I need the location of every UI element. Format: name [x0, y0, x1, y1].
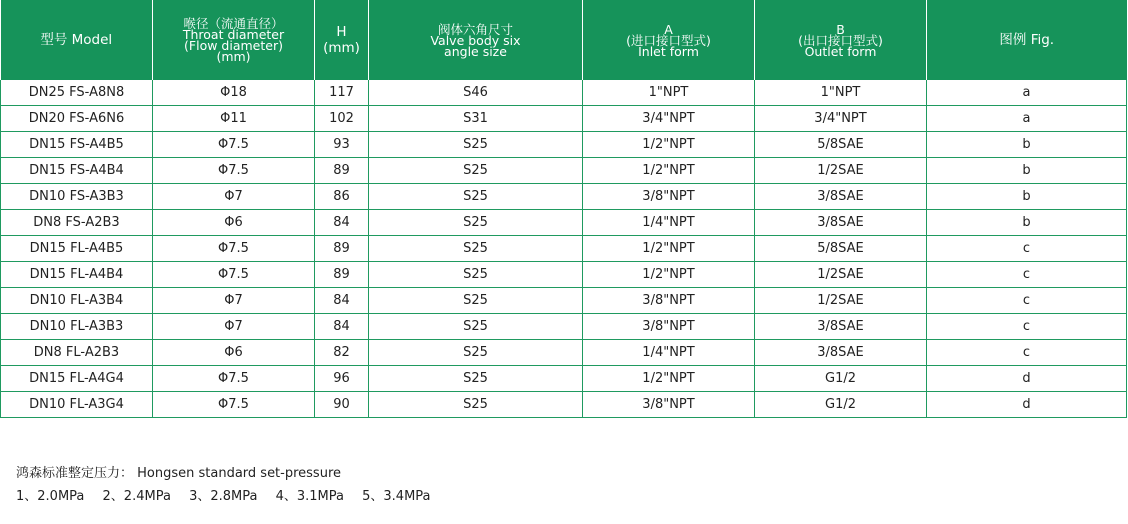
cell-model: DN10 FL-A3G4: [1, 392, 153, 418]
cell-model: DN10 FL-A3B4: [1, 288, 153, 314]
cell-b: 3/8SAE: [755, 314, 927, 340]
cell-a: 1/2"NPT: [583, 132, 755, 158]
header-label: A: [664, 21, 673, 37]
cell-a: 1/2"NPT: [583, 236, 755, 262]
header-label: (进口接口型式): [626, 32, 711, 48]
table-body: [1, 80, 1127, 418]
cell-throat: Φ7.5: [153, 262, 315, 288]
cell-a: 1/2"NPT: [583, 262, 755, 288]
cell-fig: d: [927, 366, 1127, 392]
cell-throat: Φ7: [153, 184, 315, 210]
cell-a: 1/2"NPT: [583, 366, 755, 392]
cell-model: DN8 FL-A2B3: [1, 340, 153, 366]
header-label: 型号 Model: [40, 32, 113, 48]
cell-fig: a: [927, 106, 1127, 132]
cell-fig: d: [927, 392, 1127, 418]
cell-hex: S25: [369, 262, 583, 288]
table-row: [1, 158, 1127, 184]
cell-throat: Φ7: [153, 288, 315, 314]
table-row: [1, 236, 1127, 262]
header-label: H: [336, 24, 347, 40]
cell-b: 3/8SAE: [755, 184, 927, 210]
cell-b: 5/8SAE: [755, 132, 927, 158]
header-label: (Flow diameter): [184, 38, 283, 53]
cell-hex: S25: [369, 210, 583, 236]
cell-model: DN10 FS-A3B3: [1, 184, 153, 210]
cell-a: 1/4"NPT: [583, 210, 755, 236]
header-label: (出口接口型式): [798, 32, 883, 48]
cell-b: 1/2SAE: [755, 288, 927, 314]
header-cell-a: [583, 0, 755, 80]
cell-b: G1/2: [755, 392, 927, 418]
cell-fig: c: [927, 236, 1127, 262]
cell-a: 3/8"NPT: [583, 314, 755, 340]
table-row: [1, 340, 1127, 366]
cell-h: 93: [315, 132, 369, 158]
cell-h: 84: [315, 314, 369, 340]
header-label: angle size: [444, 43, 507, 59]
cell-hex: S25: [369, 314, 583, 340]
header-label: (mm): [323, 40, 360, 56]
header-cell-model: [1, 0, 153, 80]
cell-model: DN15 FL-A4B5: [1, 236, 153, 262]
notes-title: 鸿森标准整定压力： Hongsen standard set-pressure: [16, 466, 342, 481]
cell-h: 86: [315, 184, 369, 210]
cell-hex: S25: [369, 132, 583, 158]
cell-b: 1"NPT: [755, 80, 927, 106]
cell-h: 117: [315, 80, 369, 106]
header-cell-h: [315, 0, 369, 80]
cell-a: 3/8"NPT: [583, 184, 755, 210]
cell-h: 89: [315, 158, 369, 184]
cell-a: 3/8"NPT: [583, 392, 755, 418]
cell-hex: S25: [369, 288, 583, 314]
table-row: [1, 366, 1127, 392]
cell-hex: S31: [369, 106, 583, 132]
table-row: [1, 262, 1127, 288]
table-row: [1, 314, 1127, 340]
cell-throat: Φ7.5: [153, 366, 315, 392]
header-label: 阀体六角尺寸: [437, 21, 513, 37]
cell-fig: c: [927, 314, 1127, 340]
table-row: [1, 184, 1127, 210]
cell-throat: Φ7: [153, 314, 315, 340]
cell-hex: S25: [369, 340, 583, 366]
cell-throat: Φ7.5: [153, 236, 315, 262]
header-cell-hex: [369, 0, 583, 80]
cell-h: 96: [315, 366, 369, 392]
cell-fig: b: [927, 210, 1127, 236]
cell-model: DN15 FL-A4G4: [1, 366, 153, 392]
cell-h: 102: [315, 106, 369, 132]
table-row: [1, 132, 1127, 158]
pressure-list: [16, 485, 431, 508]
table-row: [1, 80, 1127, 106]
cell-b: G1/2: [755, 366, 927, 392]
cell-h: 89: [315, 262, 369, 288]
cell-fig: b: [927, 184, 1127, 210]
cell-hex: S46: [369, 80, 583, 106]
cell-fig: a: [927, 80, 1127, 106]
cell-fig: c: [927, 262, 1127, 288]
cell-hex: S25: [369, 184, 583, 210]
cell-a: 3/8"NPT: [583, 288, 755, 314]
cell-fig: b: [927, 158, 1127, 184]
cell-model: DN15 FL-A4B4: [1, 262, 153, 288]
cell-a: 1/4"NPT: [583, 340, 755, 366]
cell-h: 89: [315, 236, 369, 262]
cell-model: DN15 FS-A4B4: [1, 158, 153, 184]
pressure-item: 5、3.4MPa: [362, 489, 431, 504]
cell-throat: Φ6: [153, 210, 315, 236]
cell-fig: c: [927, 288, 1127, 314]
cell-h: 84: [315, 210, 369, 236]
cell-throat: Φ7.5: [153, 132, 315, 158]
cell-fig: c: [927, 340, 1127, 366]
header-label: Throat diameter: [182, 27, 285, 42]
cell-a: 3/4"NPT: [583, 106, 755, 132]
cell-hex: S25: [369, 236, 583, 262]
cell-hex: S25: [369, 392, 583, 418]
cell-fig: b: [927, 132, 1127, 158]
cell-a: 1/2"NPT: [583, 158, 755, 184]
cell-model: DN10 FL-A3B3: [1, 314, 153, 340]
cell-b: 5/8SAE: [755, 236, 927, 262]
table-row: [1, 106, 1127, 132]
cell-h: 84: [315, 288, 369, 314]
header-label: 喉径（流通直径）: [183, 16, 284, 31]
cell-throat: Φ6: [153, 340, 315, 366]
cell-throat: Φ7.5: [153, 158, 315, 184]
cell-hex: S25: [369, 366, 583, 392]
header-cell-b: [755, 0, 927, 80]
table-header: [1, 0, 1127, 80]
cell-throat: Φ18: [153, 80, 315, 106]
header-label: Valve body six: [430, 32, 521, 48]
cell-throat: Φ11: [153, 106, 315, 132]
pressure-item: 4、3.1MPa: [275, 489, 344, 504]
cell-throat: Φ7.5: [153, 392, 315, 418]
table-row: [1, 210, 1127, 236]
header-label: B: [836, 21, 845, 37]
header-label: 图例 Fig.: [999, 32, 1055, 48]
cell-b: 3/8SAE: [755, 210, 927, 236]
header-cell-fig: [927, 0, 1127, 80]
cell-model: DN25 FS-A8N8: [1, 80, 153, 106]
table-row: [1, 288, 1127, 314]
pressure-item: 3、2.8MPa: [189, 489, 258, 504]
table-row: [1, 392, 1127, 418]
cell-model: DN8 FS-A2B3: [1, 210, 153, 236]
header-label: (mm): [216, 49, 251, 64]
header-label: Outlet form: [804, 43, 877, 59]
header-cell-throat: [153, 0, 315, 80]
cell-b: 1/2SAE: [755, 262, 927, 288]
pressure-item: 1、2.0MPa: [16, 489, 85, 504]
cell-a: 1"NPT: [583, 80, 755, 106]
cell-b: 3/8SAE: [755, 340, 927, 366]
header-label: Inlet form: [638, 43, 699, 59]
cell-h: 90: [315, 392, 369, 418]
cell-model: DN20 FS-A6N6: [1, 106, 153, 132]
header-row: [1, 0, 1127, 80]
pressure-item: 2、2.4MPa: [102, 489, 171, 504]
cell-b: 3/4"NPT: [755, 106, 927, 132]
cell-model: DN15 FS-A4B5: [1, 132, 153, 158]
cell-b: 1/2SAE: [755, 158, 927, 184]
cell-hex: S25: [369, 158, 583, 184]
cell-h: 82: [315, 340, 369, 366]
pressure-notes: [16, 462, 431, 508]
